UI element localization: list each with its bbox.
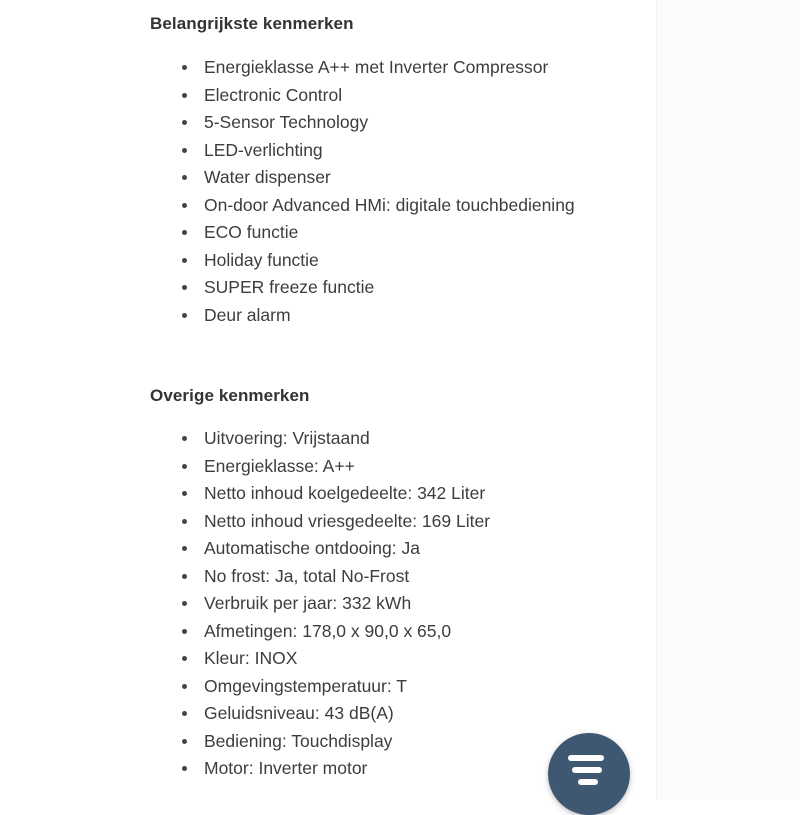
menu-button[interactable] — [548, 733, 630, 815]
list-item-text: Uitvoering: Vrijstaand — [204, 428, 370, 448]
list-item — [176, 454, 490, 482]
bullet-icon — [182, 519, 187, 524]
bullet-icon — [182, 258, 187, 263]
list-item — [176, 110, 575, 138]
list-item-text: Motor: Inverter motor — [204, 758, 368, 778]
list-item-text: LED-verlichting — [204, 139, 323, 160]
list-item — [176, 509, 490, 537]
bullet-icon — [182, 436, 187, 441]
bullet-icon — [182, 629, 187, 634]
list-item — [176, 193, 575, 221]
list-item — [176, 220, 575, 248]
list-item — [176, 165, 575, 193]
bullet-icon — [182, 739, 187, 744]
page-gutter — [656, 0, 800, 800]
list-item-text: Automatische ontdooing: Ja — [204, 538, 420, 558]
list-item-text: Energieklasse A++ met Inverter Compressor — [204, 57, 549, 77]
list-item-text: Electronic Control — [204, 84, 343, 105]
list-item — [176, 701, 490, 729]
list-item-text: Holiday functie — [204, 249, 319, 270]
list-item — [176, 481, 490, 509]
bullet-icon — [182, 285, 187, 290]
list-item-text: Verbruik per jaar: 332 kWh — [204, 593, 412, 613]
bullet-icon — [182, 601, 187, 606]
list-item — [176, 83, 575, 111]
list-item — [176, 536, 490, 564]
section-title-main-features: Belangrijkste kenmerken — [150, 14, 354, 33]
list-item-text: SUPER freeze functie — [204, 277, 375, 297]
bullet-icon — [182, 203, 187, 208]
list-item-text: Deur alarm — [204, 304, 291, 325]
bullet-icon — [182, 574, 187, 579]
bullet-icon — [182, 656, 187, 661]
menu-icon — [568, 755, 610, 785]
list-item-text: On-door Advanced HMi: digitale touchbediening — [204, 194, 575, 215]
main-features-list — [176, 55, 575, 330]
list-item — [176, 248, 575, 276]
list-item — [176, 756, 490, 784]
list-item — [176, 303, 575, 331]
list-item-text: ECO functie — [204, 222, 299, 242]
bullet-icon — [182, 491, 187, 496]
list-item-text: Energieklasse: A++ — [204, 455, 355, 476]
list-item — [176, 619, 490, 647]
bullet-icon — [182, 175, 187, 180]
list-item-text: No frost: Ja, total No-Frost — [204, 565, 410, 586]
list-item — [176, 55, 575, 83]
bullet-icon — [182, 464, 187, 469]
list-item-text: Netto inhoud vriesgedeelte: 169 Liter — [204, 510, 491, 531]
list-item — [176, 138, 575, 166]
list-item-text: Kleur: INOX — [204, 648, 298, 668]
list-item-text: Netto inhoud koelgedeelte: 342 Liter — [204, 483, 486, 503]
other-features-list — [176, 426, 490, 784]
bullet-icon — [182, 148, 187, 153]
list-item — [176, 564, 490, 592]
list-item — [176, 674, 490, 702]
list-item — [176, 591, 490, 619]
list-item — [176, 275, 575, 303]
bullet-icon — [182, 684, 187, 689]
list-item-text: 5-Sensor Technology — [204, 112, 369, 132]
list-item-text: Afmetingen: 178,0 x 90,0 x 65,0 — [204, 620, 452, 641]
bullet-icon — [182, 230, 187, 235]
bullet-icon — [182, 65, 187, 70]
list-item-text: Bediening: Touchdisplay — [204, 730, 393, 751]
list-item-text: Geluidsniveau: 43 dB(A) — [204, 703, 394, 723]
list-item-text: Water dispenser — [204, 167, 331, 187]
list-item — [176, 426, 490, 454]
bullet-icon — [182, 313, 187, 318]
bullet-icon — [182, 93, 187, 98]
bullet-icon — [182, 766, 187, 771]
section-title-other-features: Overige kenmerken — [150, 386, 310, 405]
bullet-icon — [182, 546, 187, 551]
bullet-icon — [182, 120, 187, 125]
list-item — [176, 729, 490, 757]
list-item — [176, 646, 490, 674]
bullet-icon — [182, 711, 187, 716]
list-item-text: Omgevingstemperatuur: T — [204, 675, 407, 696]
